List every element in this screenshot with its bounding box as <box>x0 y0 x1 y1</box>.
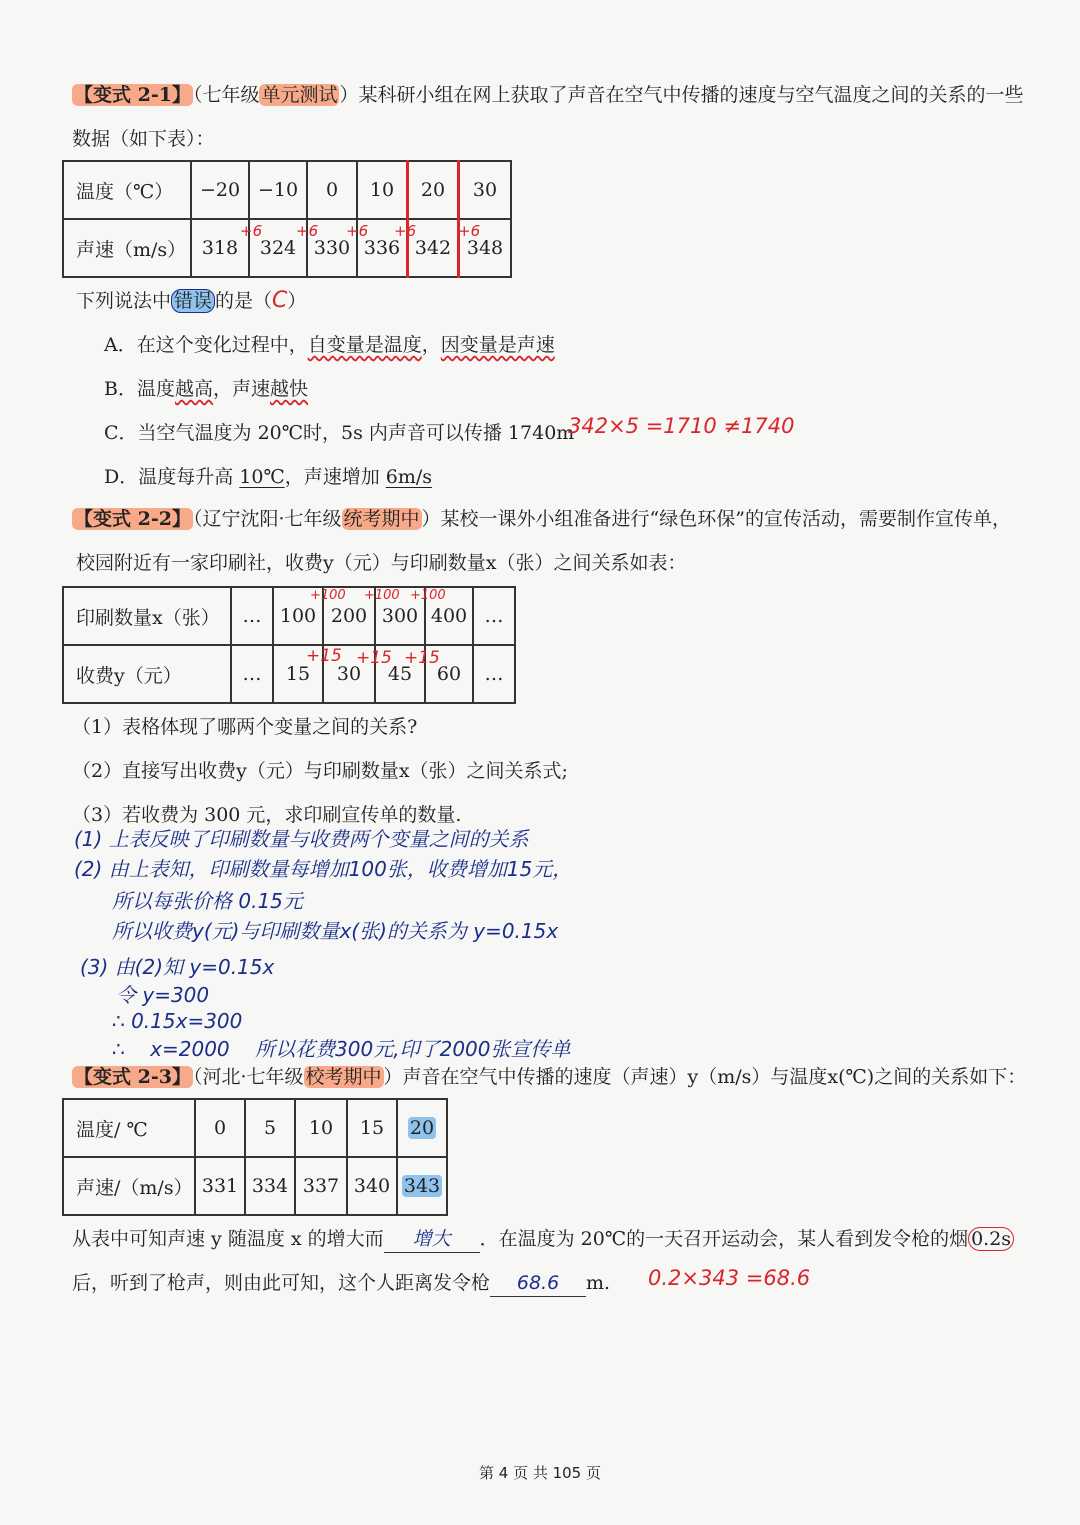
q1-table-row-temp <box>63 161 511 219</box>
diff-note: +100 <box>364 588 400 603</box>
q2-sub2: （2）直接写出收费y（元）与印刷数量x（张）之间关系式; <box>72 760 568 782</box>
diff-note: +15 <box>356 648 392 668</box>
solution-line: (3) 由(2)知 y=0.15x <box>80 955 275 979</box>
answer-mark: C <box>272 288 288 313</box>
table-header-cell: 收费y（元） <box>63 645 231 703</box>
table-header-cell: 声速/（m/s） <box>63 1157 195 1215</box>
table-cell: −10 <box>249 161 307 219</box>
option-a: A．在这个变化过程中，自变量是温度，因变量是声速 <box>104 334 555 356</box>
q2-sub3: （3）若收费为 300 元，求印刷宣传单的数量. <box>72 804 462 826</box>
table-cell: 5 <box>245 1099 295 1157</box>
table-cell: 200 <box>323 587 375 645</box>
q1-source-highlight: 单元测试 <box>261 84 338 106</box>
q3-calc-note: 0.2×343 =68.6 <box>648 1266 811 1290</box>
table-header-cell: 声速（m/s） <box>63 219 191 277</box>
table-cell: 318 <box>191 219 249 277</box>
table-cell-marked: 342 <box>408 219 459 277</box>
option-c-note: 342×5 =1710 ≠1740 <box>568 414 795 438</box>
diff-note: +100 <box>310 588 346 603</box>
solution-line: 令 y=300 <box>116 983 210 1007</box>
option-c: C．当空气温度为 20℃时，5s 内声音可以传播 1740m <box>104 422 575 444</box>
table-cell: 400 <box>425 587 473 645</box>
table-cell: 30 <box>323 645 375 703</box>
page-footer: 第 4 页 共 105 页 <box>478 1464 601 1482</box>
diff-note: +15 <box>306 646 342 666</box>
table-cell: 10 <box>295 1099 347 1157</box>
q1-table-row-speed <box>63 219 511 277</box>
question-keyword-highlight: 错误 <box>171 289 215 313</box>
table-cell: 10 <box>357 161 408 219</box>
answer-blank-1: 增大 <box>384 1226 480 1253</box>
table-cell: 15 <box>347 1099 397 1157</box>
diff-note: +6 <box>458 222 481 240</box>
table-header-cell: 温度（℃） <box>63 161 191 219</box>
table-cell: … <box>473 587 515 645</box>
q3-table-row-temp <box>63 1099 447 1157</box>
table-cell: 0 <box>307 161 357 219</box>
table-cell: 348 <box>459 219 512 277</box>
solution-line: ∴ 0.15x=300 <box>112 1009 243 1033</box>
q2-source-highlight: 统考期中 <box>343 508 420 530</box>
answer-blank-2: 68.6 <box>490 1270 586 1297</box>
q3-tag: 【变式 2-3】 <box>74 1066 191 1088</box>
solution-line: 所以收费y(元)与印刷数量x(张)的关系为 y=0.15x <box>112 919 559 943</box>
table-cell: … <box>473 645 515 703</box>
table-cell: 330 <box>307 219 357 277</box>
diff-note: +6 <box>346 222 369 240</box>
table-cell: 340 <box>347 1157 397 1215</box>
q2-intro-line2: 校园附近有一家印刷社，收费y（元）与印刷数量x（张）之间关系如表： <box>76 552 687 574</box>
q2-table-row-quantity <box>63 587 515 645</box>
table-cell: 300 <box>375 587 425 645</box>
q2-table <box>62 586 516 704</box>
table-cell: 334 <box>245 1157 295 1215</box>
table-cell: 60 <box>425 645 473 703</box>
table-cell: 324 <box>249 219 307 277</box>
q3-table-row-speed <box>63 1157 447 1215</box>
table-cell-marked: 20 <box>408 161 459 219</box>
table-cell: −20 <box>191 161 249 219</box>
table-cell: … <box>231 645 273 703</box>
diff-note: +6 <box>240 222 263 240</box>
table-cell: 45 <box>375 645 425 703</box>
q3-table <box>62 1098 448 1216</box>
solution-line: (2) 由上表知，印刷数量每增加100张，收费增加15元， <box>74 857 573 881</box>
table-cell: 15 <box>273 645 323 703</box>
q3-line1: 从表中可知声速 y 随温度 x 的增大而 增大 ．在温度为 20℃的一天召开运动会，某人看到发令枪的烟 0.2s <box>72 1226 1014 1253</box>
table-cell: 331 <box>195 1157 245 1215</box>
circled-value: 0.2s <box>968 1227 1014 1251</box>
diff-note: +100 <box>410 588 446 603</box>
option-b: B．温度越高，声速越快 <box>104 378 309 400</box>
q1-intro-line2: 数据（如下表）： <box>72 128 215 150</box>
option-d: D．温度每升高 10℃，声速增加 6m/s <box>104 466 433 488</box>
q2-sub1: （1）表格体现了哪两个变量之间的关系? <box>72 716 418 738</box>
diff-note: +6 <box>394 222 417 240</box>
table-cell: 30 <box>459 161 512 219</box>
q3-line2: 后，听到了枪声，则由此可知，这个人距离发令枪 68.6 m. <box>72 1270 610 1297</box>
q1-question: 下列说法中 错误 的是（C） <box>76 288 307 313</box>
table-header-cell: 温度/ ℃ <box>63 1099 195 1157</box>
table-cell: 336 <box>357 219 408 277</box>
q2-tag: 【变式 2-2】 <box>74 508 191 530</box>
diff-note: +15 <box>404 648 440 668</box>
table-cell: 0 <box>195 1099 245 1157</box>
table-header-cell: 印刷数量x（张） <box>63 587 231 645</box>
q2-intro: 【变式 2-2】 （辽宁沈阳·七年级 统考期中 ）某校一课外小组准备进行“绿色环保”的宣传活动，需要制作宣传单， <box>74 508 1011 530</box>
solution-line: (1) 上表反映了印刷数量与收费两个变量之间的关系 <box>74 827 529 851</box>
q1-tag: 【变式 2-1】 <box>74 84 191 106</box>
table-cell: 100 <box>273 587 323 645</box>
table-cell-highlighted: 343 <box>397 1157 447 1215</box>
table-cell-highlighted: 20 <box>397 1099 447 1157</box>
table-cell: 337 <box>295 1157 347 1215</box>
q1-intro: 【变式 2-1】 （七年级 单元测试 ）某科研小组在网上获取了声音在空气中传播的速度与空气温度之间的关系的一些 <box>74 84 1024 106</box>
table-cell: … <box>231 587 273 645</box>
diff-note: +6 <box>296 222 319 240</box>
q2-table-row-fee <box>63 645 515 703</box>
solution-line: 所以每张价格 0.15元 <box>112 889 303 913</box>
solution-line: ∴ x=2000 所以花费300元,印了2000张宣传单 <box>112 1037 571 1061</box>
q3-intro: 【变式 2-3】 （河北·七年级 校考期中 ）声音在空气中传播的速度（声速）y（m/s）与温度x(℃)之间的关系如下： <box>74 1066 1027 1088</box>
q3-source-highlight: 校考期中 <box>305 1066 382 1088</box>
q1-table <box>62 160 512 278</box>
